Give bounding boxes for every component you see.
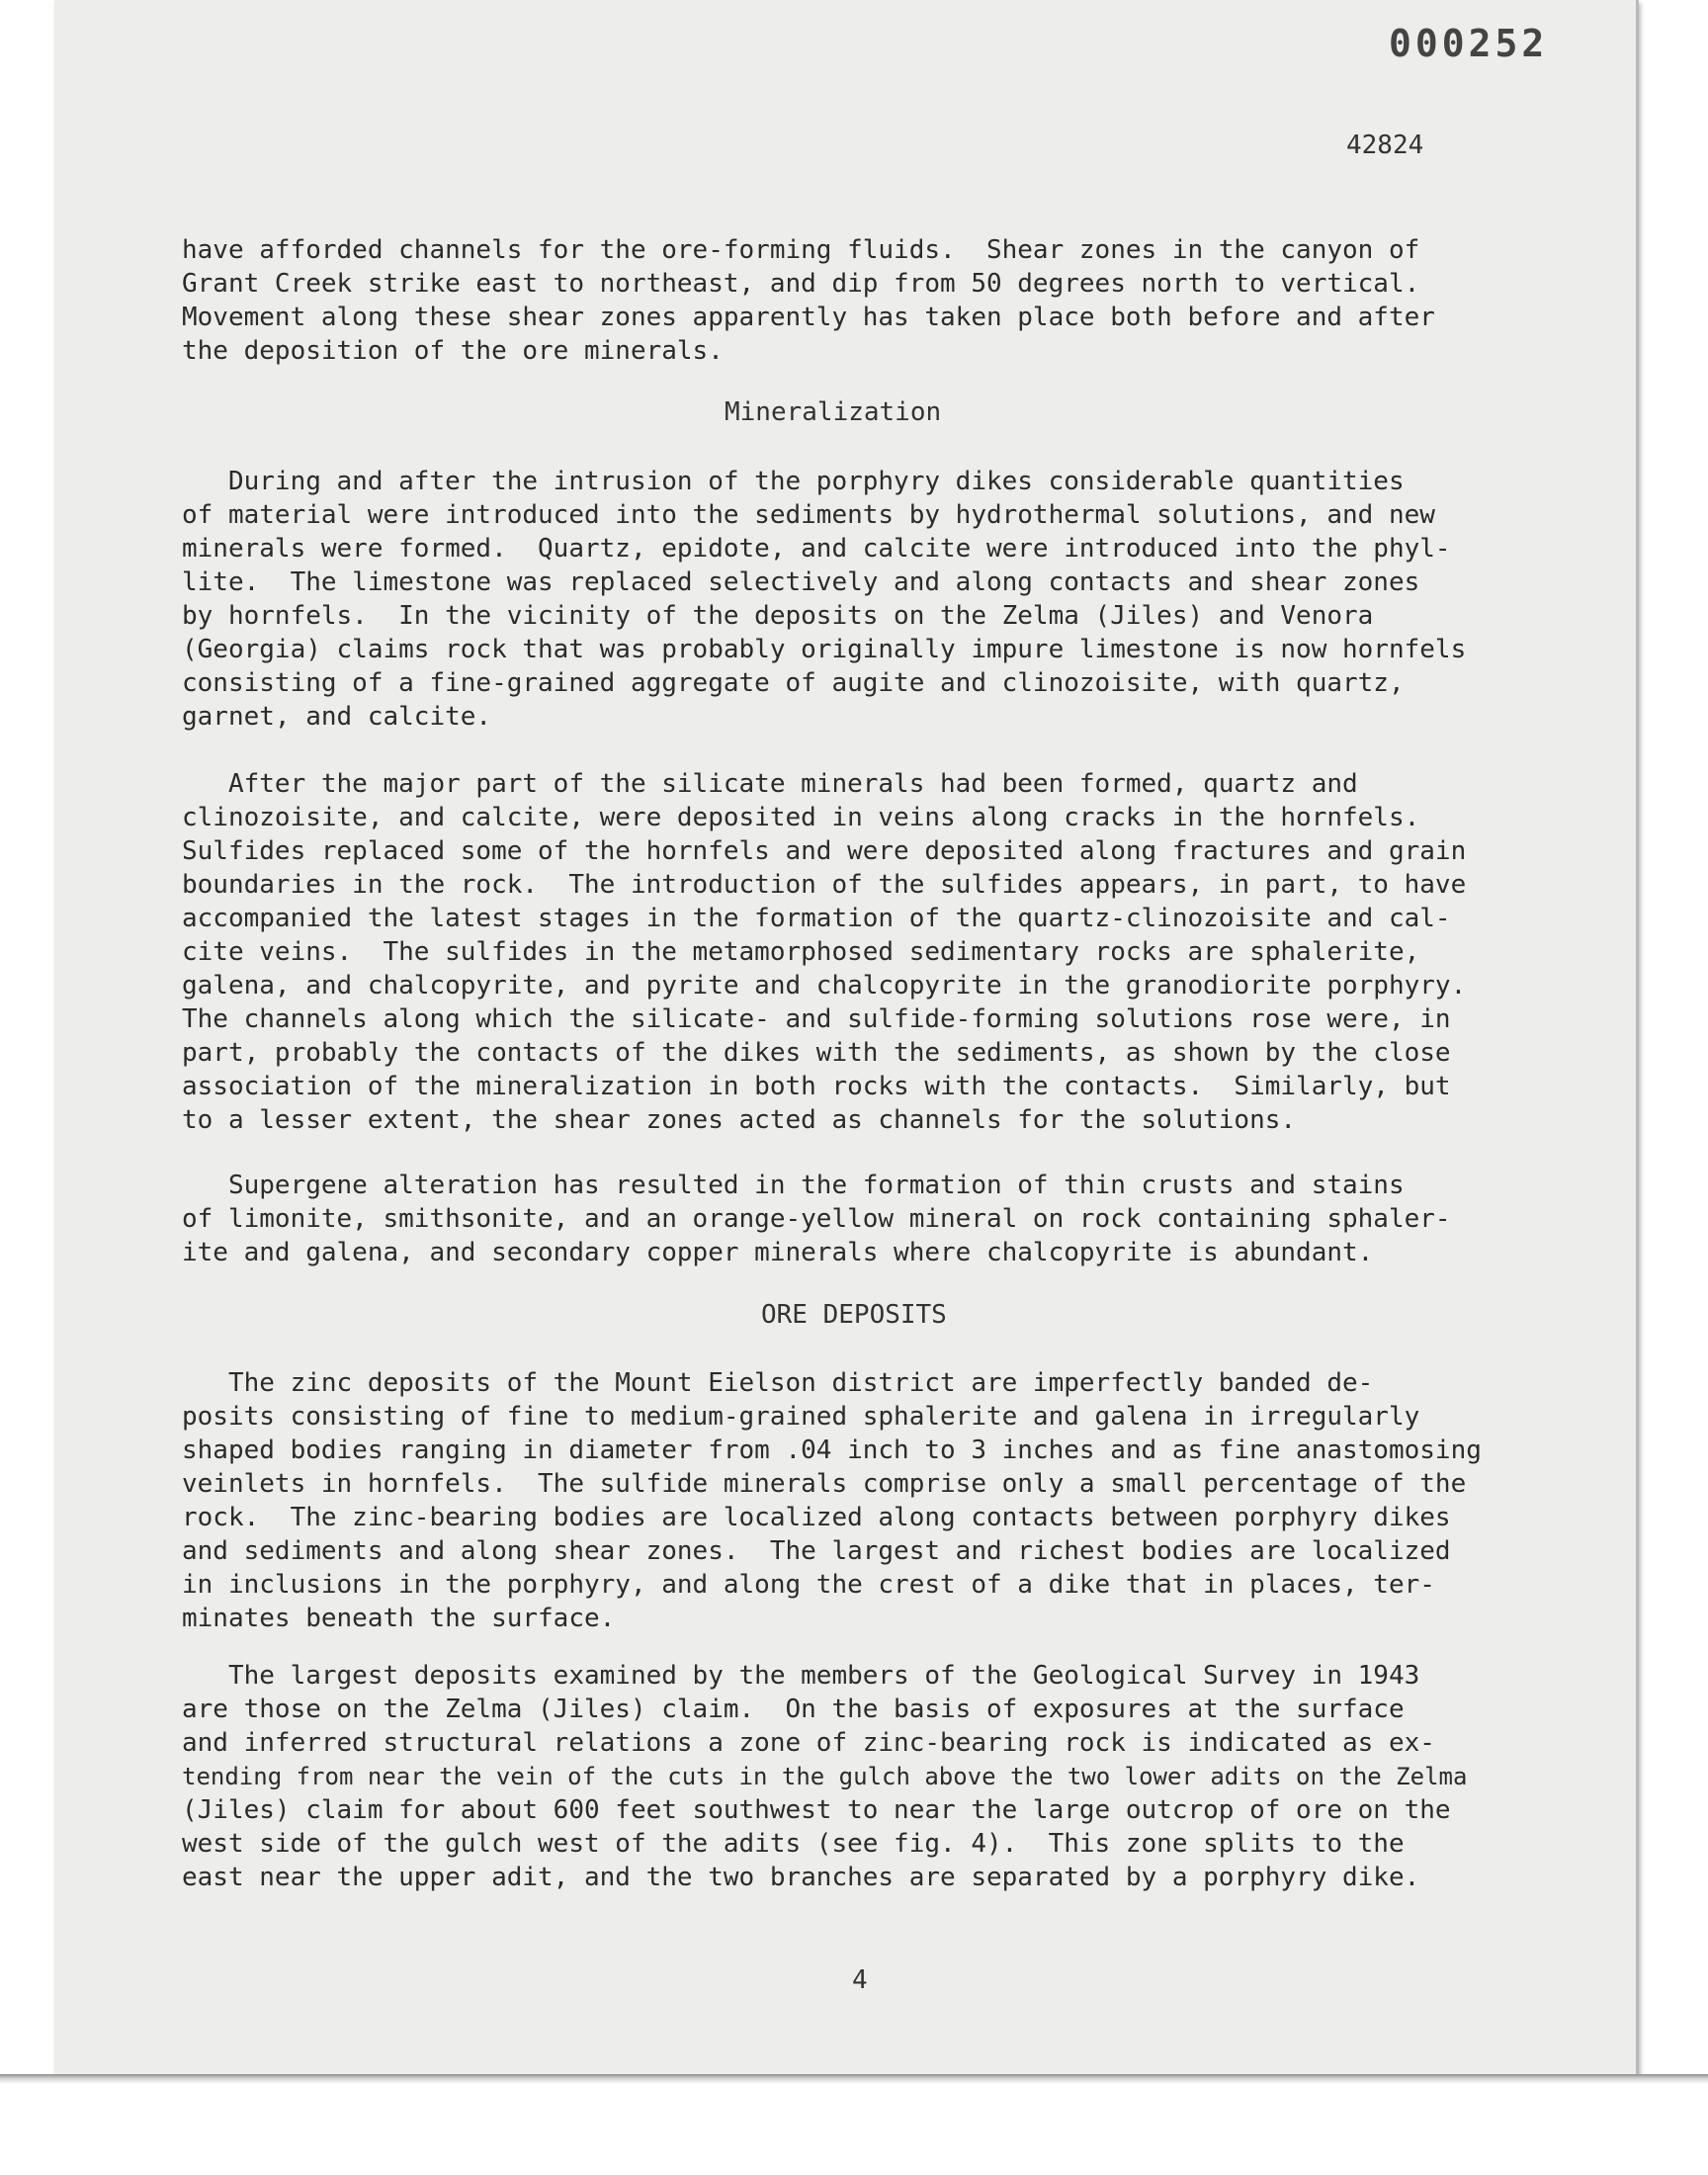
text-line: veinlets in hornfels. The sulfide minerals comprise only a small percentage of the: [182, 1469, 1467, 1499]
text-line: part, probably the contacts of the dikes with the sediments, as shown by the close: [182, 1038, 1451, 1068]
text-line: accompanied the latest stages in the formation of the quartz-clinozoisite and cal-: [182, 904, 1451, 933]
text-line: The channels along which the silicate- and sulfide-forming solutions rose were, in: [182, 1004, 1451, 1034]
text-line: Supergene alteration has resulted in the formation of thin crusts and stains: [182, 1171, 1405, 1200]
text-line: Movement along these shear zones apparently has taken place both before and after: [182, 303, 1435, 332]
text-line: boundaries in the rock. The introduction of the sulfides appears, in part, to have: [182, 870, 1467, 900]
text-line: of limonite, smithsonite, and an orange-yellow mineral on rock containing sphaler-: [182, 1204, 1451, 1234]
text-line: The zinc deposits of the Mount Eielson district are imperfectly banded de-: [182, 1368, 1374, 1398]
text-line: ite and galena, and secondary copper minerals where chalcopyrite is abundant.: [182, 1238, 1374, 1267]
text-line: During and after the intrusion of the porphyry dikes considerable quantities: [182, 467, 1405, 496]
text-line: lite. The limestone was replaced selectively and along contacts and shear zones: [182, 567, 1420, 597]
text-line: galena, and chalcopyrite, and pyrite and chalcopyrite in the granodiorite porphyry.: [182, 971, 1467, 1000]
paragraph-2: [182, 767, 1556, 1137]
text-line: of material were introduced into the sediments by hydrothermal solutions, and new: [182, 500, 1435, 530]
paragraph-intro: [182, 233, 1556, 368]
text-line: the deposition of the ore minerals.: [182, 336, 724, 366]
text-line: consisting of a fine-grained aggregate of augite and clinozoisite, with quartz,: [182, 668, 1405, 698]
text-line: by hornfels. In the vicinity of the deposits on the Zelma (Jiles) and Venora: [182, 601, 1374, 631]
text-line: garnet, and calcite.: [182, 702, 492, 732]
text-line: are those on the Zelma (Jiles) claim. On the basis of exposures at the surface: [182, 1695, 1405, 1724]
text-line: rock. The zinc-bearing bodies are localized along contacts between porphyry dikes: [182, 1503, 1451, 1532]
text-line: clinozoisite, and calcite, were deposited in veins along cracks in the hornfels.: [182, 803, 1420, 832]
text-line: association of the mineralization in both rocks with the contacts. Similarly, but: [182, 1072, 1451, 1101]
heading-mineralization: Mineralization: [725, 397, 942, 427]
text-line: shaped bodies ranging in diameter from .04 inch to 3 inches and as fine anastomosing: [182, 1436, 1482, 1465]
paragraph-4: [182, 1366, 1556, 1635]
text-line: east near the upper adit, and the two branches are separated by a porphyry dike.: [182, 1863, 1420, 1892]
text-line: and inferred structural relations a zone of zinc-bearing rock is indicated as ex-: [182, 1728, 1435, 1758]
paragraph-5: [182, 1659, 1556, 1894]
text-line: Grant Creek strike east to northeast, and dip from 50 degrees north to vertical.: [182, 269, 1420, 299]
text-line: Sulfides replaced some of the hornfels and were deposited along fractures and grain: [182, 836, 1467, 866]
stamp-number: 000252: [1389, 22, 1549, 65]
text-line: and sediments and along shear zones. The largest and richest bodies are localized: [182, 1536, 1451, 1566]
paragraph-1: [182, 465, 1556, 734]
text-line: west side of the gulch west of the adits (see fig. 4). This zone splits to the: [182, 1829, 1405, 1859]
heading-ore-deposits: ORE DEPOSITS: [761, 1300, 947, 1330]
text-line: to a lesser extent, the shear zones acted as channels for the solutions.: [182, 1105, 1297, 1135]
text-line: (Georgia) claims rock that was probably originally impure limestone is now hornfels: [182, 635, 1467, 664]
text-line: tending from near the vein of the cuts in the gulch above the two lower adits on the Zelma: [182, 1763, 1468, 1790]
page-number: 4: [852, 1965, 868, 1995]
text-line: posits consisting of fine to medium-grained sphalerite and galena in irregularly: [182, 1402, 1420, 1432]
text-line: minerals were formed. Quartz, epidote, and calcite were introduced into the phyl-: [182, 534, 1451, 564]
page-shadow: [0, 2074, 1708, 2084]
text-line: minates beneath the surface.: [182, 1604, 616, 1633]
paragraph-3: [182, 1169, 1556, 1269]
text-line: (Jiles) claim for about 600 feet southwest to near the large outcrop of ore on the: [182, 1795, 1451, 1825]
text-line: in inclusions in the porphyry, and along the crest of a dike that in places, ter-: [182, 1570, 1435, 1600]
text-line: cite veins. The sulfides in the metamorphosed sedimentary rocks are sphalerite,: [182, 937, 1420, 967]
reference-number: 42824: [1346, 130, 1424, 160]
text-line: have afforded channels for the ore-forming fluids. Shear zones in the canyon of: [182, 235, 1420, 265]
text-line: The largest deposits examined by the members of the Geological Survey in 1943: [182, 1661, 1420, 1691]
text-line: After the major part of the silicate minerals had been formed, quartz and: [182, 769, 1358, 799]
